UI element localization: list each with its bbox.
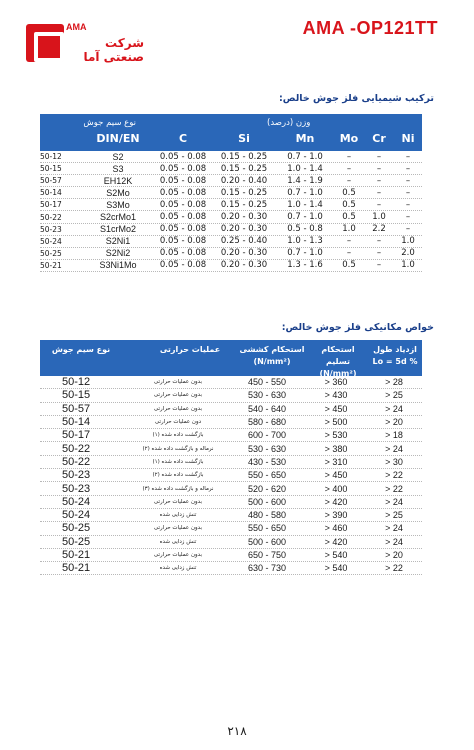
header-welding-type: نوع سیم جوش [51,345,111,354]
table-cell: 1.0 [401,236,415,247]
table-cell: > 380 [324,443,348,454]
table-cell: – [405,224,411,235]
table-row [40,482,422,495]
col-din: DIN/EN [96,132,140,145]
table-row [40,429,422,442]
table-cell: > 530 [324,430,348,441]
table-cell: 0.5 [342,199,356,210]
table-cell: 0.15 - 0.25 [220,163,268,174]
table-cell: 0.20 - 0.30 [220,248,268,259]
table-cell: 50-25 [62,522,91,535]
table-cell: 50-22 [40,212,62,222]
table-cell: – [376,260,382,271]
table-row [40,224,422,236]
table-cell: > 18 [385,430,403,441]
table-cell: نرماله و بازگشت داده شده (۲) [142,445,214,452]
col-mo: Mo [339,132,359,145]
table-row [40,175,422,187]
table-row [40,199,422,211]
table-cell: > 500 [324,417,348,428]
table-cell: 50-14 [62,416,91,429]
table-row [40,389,422,402]
table-cell: – [405,212,411,223]
table-cell: 0.15 - 0.25 [220,199,268,210]
table-cell: بازگشت داده شده (۲) [152,472,204,479]
table-cell: 530 - 630 [247,443,287,454]
table-cell: 0.25 - 0.40 [220,236,268,247]
table-cell: S2Ni2 [105,248,131,259]
weight-percent-label: وزن (درصد) [267,118,311,128]
table-cell: 530 - 630 [247,390,287,401]
table-cell: 0.05 - 0.08 [159,151,207,162]
table-cell: بدون عملیات حرارتی [153,525,203,532]
table-cell: – [376,175,382,186]
table-cell: دون عملیات حرارتی [154,419,202,426]
table-cell: 0.05 - 0.08 [159,260,207,271]
table-row [40,248,422,260]
table-cell: 550 - 650 [247,470,287,481]
table-cell: – [376,248,382,259]
table-cell: 0.05 - 0.08 [159,224,207,235]
table-row [40,187,422,199]
chemical-composition-title: ترکیب شیمیایی فلز جوش خالص: [278,93,434,104]
table-row [40,562,422,575]
table-cell: > 22 [385,563,403,574]
table-cell: – [405,163,411,174]
table-row [40,236,422,248]
chemical-table-body [40,151,422,272]
table-cell: 0.7 - 1.0 [287,151,323,162]
table-row [40,496,422,509]
table-row [40,469,422,482]
table-row [40,536,422,549]
table-cell: 50-15 [62,389,91,402]
table-cell: – [376,199,382,210]
table-row [40,163,422,175]
logo-company-name: شرکت صنعتی آما [83,36,144,64]
logo-ama-text: AMA [66,22,87,32]
table-cell: 50-25 [40,248,62,258]
table-cell: 0.5 [342,212,356,223]
table-cell: 0.05 - 0.08 [159,199,207,210]
header-tensile: استحکام کششی (N/mm²) [239,345,305,366]
table-cell: تنش زدایی شده [159,512,197,519]
table-cell: 50-24 [40,236,62,246]
table-cell: 50-17 [62,429,91,442]
table-cell: – [376,236,382,247]
table-cell: 0.05 - 0.08 [159,163,207,174]
table-cell: 50-12 [62,376,91,389]
welding-type-label: نوع سیم جوش [83,118,136,128]
table-cell: بازگشت داده شده (۱) [152,432,204,439]
table-cell: > 24 [385,536,403,547]
table-cell: 1.0 - 1.4 [287,199,323,210]
table-row [40,416,422,429]
table-cell: > 22 [385,483,403,494]
table-cell: 1.0 [372,212,386,223]
table-row [40,403,422,416]
page-number: ۲۱۸ [227,724,247,738]
table-cell: 50-24 [62,509,91,522]
table-cell: > 450 [324,470,348,481]
col-c: C [178,132,188,145]
table-cell: 450 - 550 [247,377,287,388]
table-cell: > 400 [324,483,348,494]
table-cell: 50-21 [62,549,91,561]
table-cell: 0.20 - 0.30 [220,212,268,223]
table-cell: > 360 [324,377,348,388]
table-cell: > 25 [385,510,403,521]
table-cell: > 25 [385,390,403,401]
table-cell: > 20 [385,417,403,428]
table-cell: 50-23 [62,482,91,495]
col-mn: Mn [295,132,315,145]
table-cell: 0.05 - 0.08 [159,248,207,259]
table-cell: – [346,236,352,247]
table-cell: 0.7 - 1.0 [287,248,323,259]
table-cell: 0.7 - 1.0 [287,187,323,198]
table-row [40,151,422,163]
table-cell: 540 - 640 [247,403,287,414]
mechanical-properties-title: خواص مکانیکی فلز جوش خالص: [281,322,434,333]
col-ni: Ni [401,132,415,145]
table-cell: S3Mo [106,199,130,210]
table-cell: 0.20 - 0.30 [220,224,268,235]
table-cell: > 450 [324,403,348,414]
table-cell: S2Ni1 [105,236,131,247]
table-cell: 1.0 [401,260,415,271]
table-cell: 0.05 - 0.08 [159,236,207,247]
table-cell: S2 [112,151,124,162]
table-cell: 520 - 620 [247,483,287,494]
table-cell: > 540 [324,550,348,560]
logo-mark-icon [26,24,64,62]
table-cell: 500 - 600 [247,536,287,547]
table-cell: بدون عملیات حرارتی [153,498,203,505]
header-heat-treatment: عملیات حرارتی [159,345,221,354]
table-cell: 50-21 [40,260,62,270]
table-cell: > 30 [385,456,403,467]
table-cell: > 24 [385,496,403,507]
header-yield: استحکام تسلیم (N/mm²) [319,345,357,378]
table-cell: 50-23 [62,469,91,482]
table-cell: 1.4 - 1.9 [287,175,323,186]
table-cell: – [405,175,411,186]
table-cell: > 420 [324,496,348,507]
table-row [40,509,422,522]
table-cell: > 390 [324,510,348,521]
table-cell: 650 - 750 [247,550,287,560]
table-cell: 2.0 [401,248,415,259]
table-cell: تنش زدایی شده [159,538,197,545]
table-cell: 1.0 - 1.3 [287,236,323,247]
table-cell: 550 - 650 [247,523,287,534]
table-cell: – [376,163,382,174]
table-cell: 1.3 - 1.6 [287,260,323,271]
table-cell: – [346,151,352,162]
table-cell: 50-22 [62,442,91,455]
table-cell: > 22 [385,470,403,481]
header-elongation: ازدیاد طول Lo = 5d % [372,345,418,366]
table-cell: 0.05 - 0.08 [159,175,207,186]
table-cell: > 540 [324,563,348,574]
table-cell: 50-12 [40,152,62,162]
table-cell: > 310 [324,456,348,467]
table-cell: بدون عملیات حرارتی [153,405,203,412]
table-row [40,549,422,562]
table-cell: 580 - 680 [247,417,287,428]
table-row [40,211,422,223]
table-cell: 480 - 580 [247,510,287,521]
table-cell: 0.15 - 0.25 [220,187,268,198]
table-cell: 630 - 730 [247,563,287,574]
table-cell: بازگشت داده شده (۱) [152,458,204,465]
table-cell: 0.05 - 0.08 [159,187,207,198]
table-cell: 600 - 700 [247,430,287,441]
table-cell: نرماله و بازگشت داده شده (۳) [142,485,214,492]
table-cell: – [376,151,382,162]
table-row [40,442,422,455]
table-cell: S1crMo2 [99,224,136,235]
table-cell: S2crMo1 [99,212,136,223]
table-cell: 50-17 [40,200,62,210]
table-cell: – [346,175,352,186]
table-cell: > 24 [385,523,403,534]
table-cell: 50-23 [40,224,62,234]
model-title: AMA -OP121TT [302,18,438,38]
table-cell: > 24 [385,443,403,454]
table-cell: بدون عملیات حرارتی [153,379,203,386]
chemical-table-header [40,114,422,151]
table-cell: S2Mo [106,187,130,198]
column-headers [40,132,422,145]
table-row [40,522,422,535]
table-cell: S3 [112,163,124,174]
table-cell: > 20 [385,550,403,560]
table-cell: بدون عملیات حرارتی [153,392,203,399]
table-cell: – [346,248,352,259]
table-row [40,260,422,272]
table-cell: – [346,163,352,174]
mechanical-properties-table [40,340,422,575]
table-cell: 0.5 [342,260,356,271]
table-cell: 0.20 - 0.30 [220,260,268,271]
table-cell: – [405,199,411,210]
table-cell: > 24 [385,403,403,414]
table-cell: 1.0 [342,224,356,235]
table-cell: – [405,187,411,198]
table-cell: 50-21 [62,562,91,575]
table-row [40,456,422,469]
table-cell: 0.05 - 0.08 [159,212,207,223]
table-cell: 1.0 - 1.4 [287,163,323,174]
table-cell: – [405,151,411,162]
table-cell: 50-57 [62,402,91,415]
table-cell: 50-25 [62,535,91,548]
table-cell: – [376,187,382,198]
table-cell: 0.7 - 1.0 [287,212,323,223]
table-cell: 430 - 530 [247,456,287,467]
table-cell: > 420 [324,536,348,547]
table-cell: بدون عملیات حرارتی [153,552,203,558]
col-cr: Cr [372,132,386,145]
mechanical-table-body [40,376,422,575]
table-cell: 50-15 [40,164,62,174]
col-si: Si [238,132,250,145]
mechanical-table-header [40,340,422,376]
table-cell: 0.5 - 0.8 [287,224,323,235]
table-cell: 2.2 [372,224,386,235]
table-cell: > 28 [385,377,403,388]
table-cell: 50-14 [40,188,62,198]
table-cell: 50-24 [62,495,91,508]
table-cell: EH12K [103,175,133,186]
company-logo [26,18,144,70]
table-cell: > 460 [324,523,348,534]
table-cell: 0.20 - 0.40 [220,175,268,186]
table-cell: > 430 [324,390,348,401]
table-cell: 0.5 [342,187,356,198]
table-cell: 500 - 600 [247,496,287,507]
table-cell: 50-57 [40,176,62,186]
table-cell: تنش زدایی شده [159,565,197,572]
table-cell: 0.15 - 0.25 [220,151,268,162]
table-cell: S3Ni1Mo [99,260,137,271]
chemical-composition-table [40,114,422,272]
table-cell: 50-22 [62,455,91,468]
